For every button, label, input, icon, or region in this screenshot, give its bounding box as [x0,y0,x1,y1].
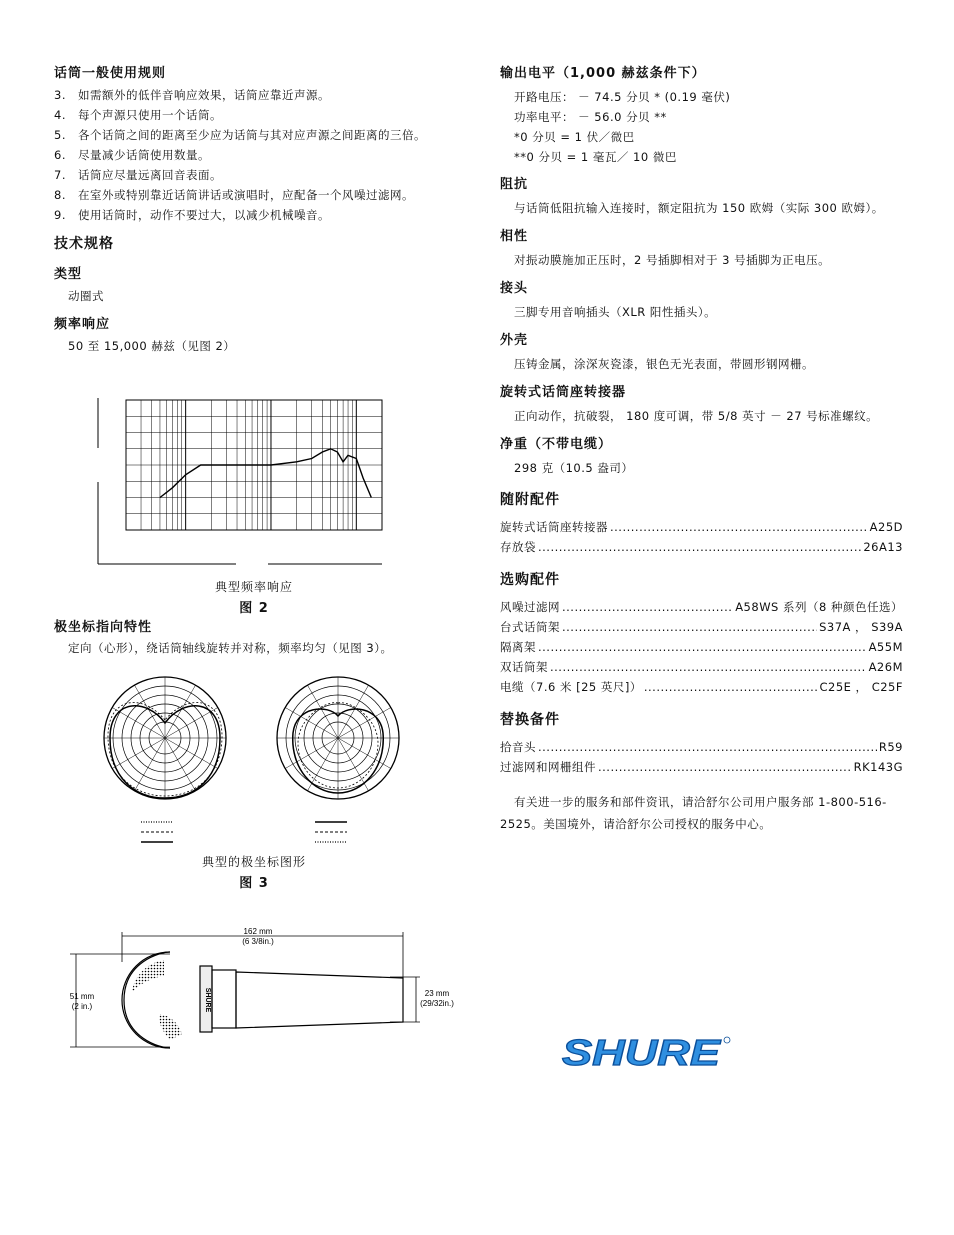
microphone-body [122,952,403,1048]
list-item: 台式话筒架 ..... S37A ， S39A [500,617,903,637]
rules-list [54,87,454,224]
polar-legend-left [140,819,174,845]
type-text: 动圈式 [68,289,104,303]
list-item: 旋转式话筒座转接器 ..... A25D [500,517,903,537]
list-item: 双话筒架 ..... A26M [500,657,903,677]
length-in: (6 3/8in.) [242,937,274,946]
output-line: **0 分贝 = 1 毫瓦／ 10 微巴 [514,150,677,164]
left-column [54,60,454,355]
mic-brand-label: SHURE [204,987,211,1013]
output-line: *0 分贝 = 1 伏／微巴 [514,130,635,144]
fig3-label: 图 3 [239,876,269,891]
phase-heading: 相性 [500,229,529,244]
list-item: 隔离架 ..... A55M [500,637,903,657]
right-column [500,60,903,835]
list-item: 3. 如需额外的低伴音响应效果，话筒应靠近声源。 [54,88,330,102]
replacement-list [500,737,903,777]
adapter-text: 正向动作，抗破裂， 180 度可调，带 5/8 英寸 － 27 号标准螺纹。 [514,409,879,423]
weight-text: 298 克（10.5 盎司） [514,461,634,475]
polar-pattern-right [275,675,401,801]
impedance-text: 与话筒低阻抗输入连接时，额定阻抗为 150 欧姆（实际 300 欧姆）。 [514,201,884,215]
length-mm: 162 mm [243,927,273,936]
polar-text: 定向（心形），绕话筒轴线旋转并对称，频率均匀（见图 3）。 [68,641,393,655]
case-text: 压铸金属，涂深灰瓷漆，银色无光表面，带圆形钢网栅。 [514,357,814,371]
list-item: 5. 各个话筒之间的距离至少应为话筒与其对应声源之间距离的三倍。 [54,128,426,142]
specs-heading: 技术规格 [54,236,114,252]
list-item: 存放袋 ..... 26A13 [500,537,903,557]
furnished-heading: 随附配件 [500,492,560,508]
fig2-caption: 典型频率响应 [214,580,293,594]
freq-text: 50 至 15,000 赫兹（见图 2） [68,339,236,353]
tail-in: (29/32in.) [420,999,454,1008]
tail-mm: 23 mm [424,989,450,998]
output-lines [500,87,903,167]
connector-heading: 接头 [500,281,529,296]
weight-heading: 净重（不带电缆） [500,437,613,452]
list-item: 6. 尽量减少话筒使用数量。 [54,148,210,162]
list-item: 7. 话筒应尽量远离回音表面。 [54,168,222,182]
optional-heading: 选购配件 [500,572,560,588]
logo-text: SHURE [562,1032,722,1072]
list-item: 电缆（7.6 米 [25 英尺]） ..... C25E ， C25F [500,677,903,697]
microphone-dimension-drawing [60,922,470,1052]
polar-heading: 极坐标指向特性 [54,620,153,635]
list-item: 9. 使用话筒时，动作不要过大，以减少机械噪音。 [54,208,330,222]
connector-text: 三脚专用音响插头（XLR 阳性插头）。 [514,305,717,319]
shure-logo [560,1032,732,1072]
output-line: 功率电平： － 56.0 分贝 ** [514,110,667,124]
frequency-response-chart [96,392,386,567]
optional-list [500,597,903,697]
list-item: 风噪过滤网 ..... A58WS 系列（8 种颜色任选） [500,597,903,617]
polar-pattern-left [102,675,228,801]
output-line: 开路电压： － 74.5 分贝 * (0.19 毫伏) [514,90,731,104]
list-item: 8. 在室外或特别靠近话筒讲话或演唱时，应配备一个风噪过滤网。 [54,188,414,202]
case-heading: 外壳 [500,333,529,348]
list-item: 4. 每个声源只使用一个话筒。 [54,108,222,122]
impedance-heading: 阻抗 [500,177,529,192]
replacement-heading: 替换备件 [500,712,560,728]
rules-heading: 话筒一般使用规则 [54,66,167,81]
output-heading: 输出电平（1,000 赫兹条件下） [500,66,706,81]
diameter-mm: 51 mm [69,992,95,1001]
service-text: 有关进一步的服务和部件资讯，请洽舒尔公司用户服务部 1-800-516-2525。美国境外，请洽舒尔公司授权的服务中心。 [500,795,887,831]
fig2-label: 图 2 [239,601,269,616]
diameter-in: (2 in.) [71,1002,93,1011]
phase-text: 对振动膜施加正压时，2 号插脚相对于 3 号插脚为正电压。 [514,253,831,267]
list-item: 拾音头 ..... R59 [500,737,903,757]
type-heading: 类型 [54,267,83,282]
adapter-heading: 旋转式话筒座转接器 [500,385,627,400]
furnished-list [500,517,903,557]
list-item: 过滤网和网栅组件 ..... RK143G [500,757,903,777]
freq-heading: 频率响应 [54,317,111,332]
fig3-caption: 典型的极坐标图形 [201,855,306,869]
polar-legend-right [314,819,348,845]
